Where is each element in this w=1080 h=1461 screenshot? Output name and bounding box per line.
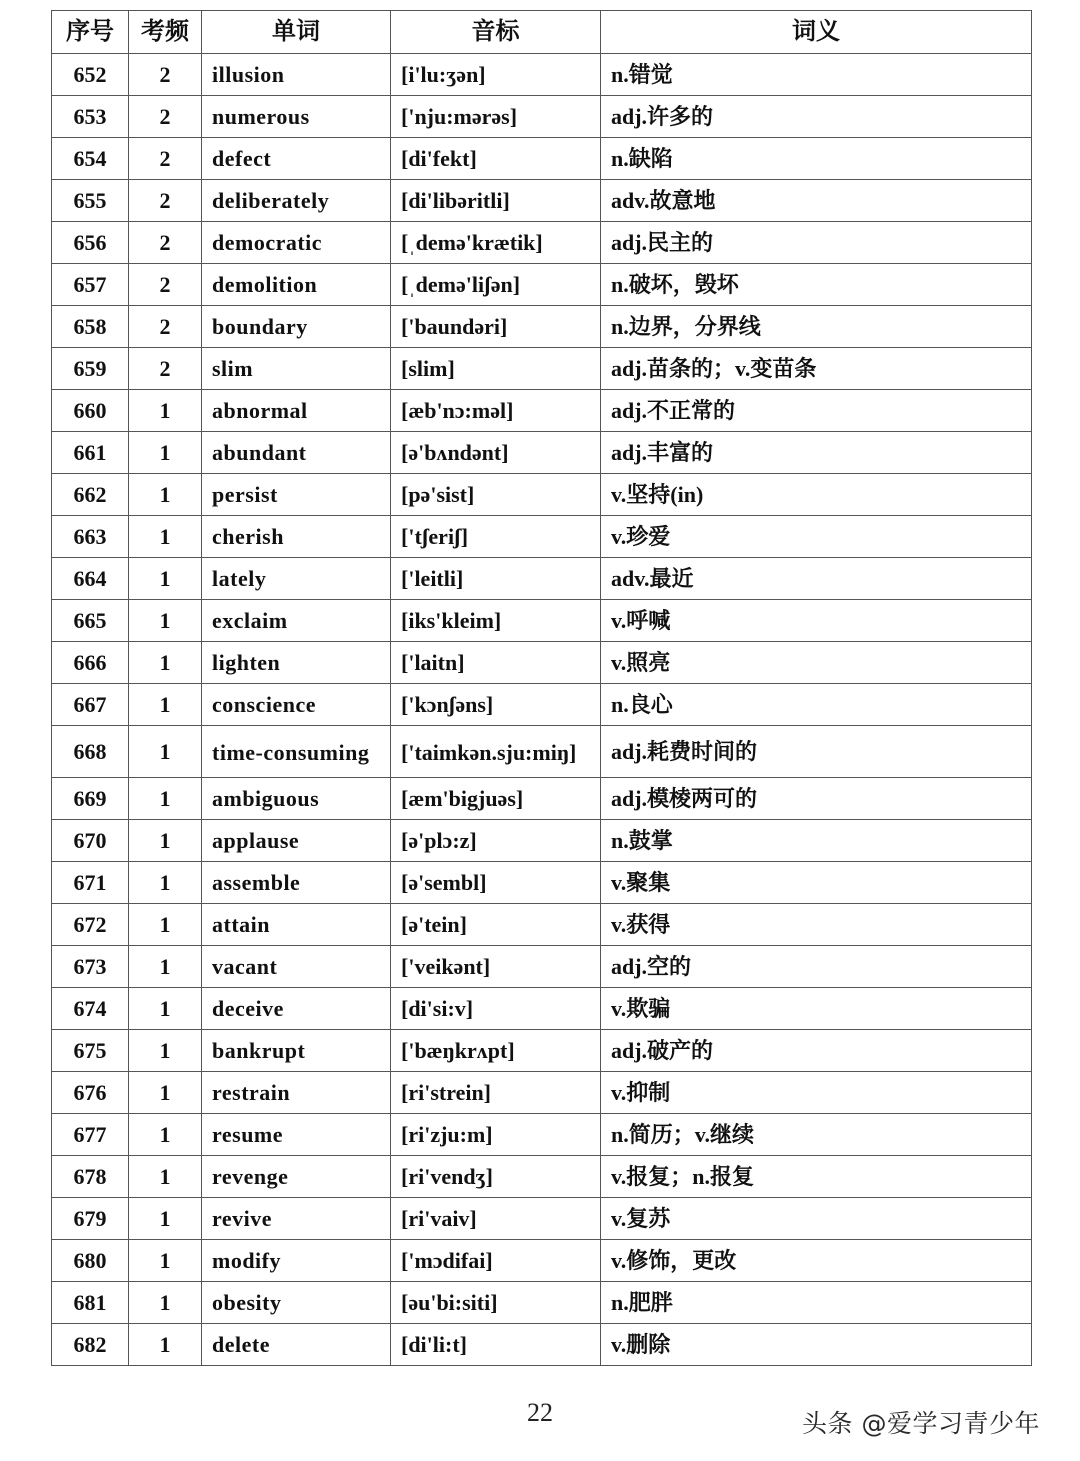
cell-phonetic: [slim] <box>391 348 601 390</box>
cell-meaning: adj.苗条的；v.变苗条 <box>601 348 1032 390</box>
table-row <box>52 432 1032 474</box>
cell-frequency: 1 <box>129 684 202 726</box>
cell-frequency: 1 <box>129 946 202 988</box>
table-row <box>52 1072 1032 1114</box>
cell-frequency: 1 <box>129 390 202 432</box>
cell-meaning: adj.丰富的 <box>601 432 1032 474</box>
table-row <box>52 1114 1032 1156</box>
cell-phonetic: [ə'bʌndənt] <box>391 432 601 474</box>
table-row <box>52 778 1032 820</box>
cell-meaning: v.欺骗 <box>601 988 1032 1030</box>
cell-meaning: n.边界，分界线 <box>601 306 1032 348</box>
cell-phonetic: ['taimkən.sju:miŋ] <box>391 726 601 778</box>
cell-index: 680 <box>52 1240 129 1282</box>
cell-word: deceive <box>202 988 391 1030</box>
cell-index: 674 <box>52 988 129 1030</box>
cell-word: delete <box>202 1324 391 1366</box>
cell-phonetic: [ri'strein] <box>391 1072 601 1114</box>
cell-word: exclaim <box>202 600 391 642</box>
cell-phonetic: [əu'bi:siti] <box>391 1282 601 1324</box>
cell-phonetic: ['mɔdifai] <box>391 1240 601 1282</box>
cell-meaning: n.良心 <box>601 684 1032 726</box>
page-number: 22 <box>527 1398 553 1427</box>
cell-frequency: 2 <box>129 138 202 180</box>
cell-phonetic: [ˌdemə'liʃən] <box>391 264 601 306</box>
cell-index: 671 <box>52 862 129 904</box>
cell-meaning: adv.故意地 <box>601 180 1032 222</box>
cell-meaning: n.肥胖 <box>601 1282 1032 1324</box>
cell-index: 677 <box>52 1114 129 1156</box>
cell-index: 676 <box>52 1072 129 1114</box>
cell-meaning: v.获得 <box>601 904 1032 946</box>
cell-meaning: adj.模棱两可的 <box>601 778 1032 820</box>
cell-phonetic: ['bæŋkrʌpt] <box>391 1030 601 1072</box>
cell-index: 682 <box>52 1324 129 1366</box>
table-row <box>52 222 1032 264</box>
cell-word: ambiguous <box>202 778 391 820</box>
cell-phonetic: [ə'tein] <box>391 904 601 946</box>
cell-phonetic: [di'fekt] <box>391 138 601 180</box>
cell-index: 670 <box>52 820 129 862</box>
cell-meaning: v.删除 <box>601 1324 1032 1366</box>
cell-word: restrain <box>202 1072 391 1114</box>
cell-frequency: 1 <box>129 642 202 684</box>
cell-phonetic: [ri'vendʒ] <box>391 1156 601 1198</box>
cell-frequency: 1 <box>129 726 202 778</box>
header-phonetic: 音标 <box>391 11 601 54</box>
cell-meaning: v.珍爱 <box>601 516 1032 558</box>
cell-meaning: v.呼喊 <box>601 600 1032 642</box>
cell-frequency: 1 <box>129 820 202 862</box>
cell-frequency: 2 <box>129 348 202 390</box>
cell-meaning: v.报复；n.报复 <box>601 1156 1032 1198</box>
cell-phonetic: [ri'zju:m] <box>391 1114 601 1156</box>
cell-word: slim <box>202 348 391 390</box>
table-row <box>52 1156 1032 1198</box>
cell-word: defect <box>202 138 391 180</box>
cell-frequency: 1 <box>129 1282 202 1324</box>
cell-frequency: 2 <box>129 264 202 306</box>
cell-frequency: 1 <box>129 1030 202 1072</box>
watermark: 头条 @爱学习青少年 <box>802 1409 1040 1438</box>
cell-index: 678 <box>52 1156 129 1198</box>
cell-meaning: adj.许多的 <box>601 96 1032 138</box>
table-row <box>52 474 1032 516</box>
cell-word: resume <box>202 1114 391 1156</box>
table-row <box>52 348 1032 390</box>
cell-meaning: v.复苏 <box>601 1198 1032 1240</box>
cell-phonetic: [i'lu:ʒən] <box>391 54 601 96</box>
cell-meaning: n.简历；v.继续 <box>601 1114 1032 1156</box>
cell-word: conscience <box>202 684 391 726</box>
cell-phonetic: [pə'sist] <box>391 474 601 516</box>
cell-word: applause <box>202 820 391 862</box>
cell-index: 681 <box>52 1282 129 1324</box>
table-row <box>52 306 1032 348</box>
cell-frequency: 1 <box>129 862 202 904</box>
header-frequency: 考频 <box>129 11 202 54</box>
cell-phonetic: [ri'vaiv] <box>391 1198 601 1240</box>
cell-word: cherish <box>202 516 391 558</box>
cell-frequency: 1 <box>129 1324 202 1366</box>
cell-frequency: 1 <box>129 474 202 516</box>
cell-index: 661 <box>52 432 129 474</box>
cell-index: 673 <box>52 946 129 988</box>
table-row <box>52 1282 1032 1324</box>
cell-index: 655 <box>52 180 129 222</box>
cell-phonetic: [ə'sembl] <box>391 862 601 904</box>
table-row <box>52 180 1032 222</box>
table-row <box>52 600 1032 642</box>
cell-phonetic: [di'li:t] <box>391 1324 601 1366</box>
table-row <box>52 390 1032 432</box>
cell-word: bankrupt <box>202 1030 391 1072</box>
cell-meaning: adj.不正常的 <box>601 390 1032 432</box>
cell-frequency: 2 <box>129 222 202 264</box>
cell-word: obesity <box>202 1282 391 1324</box>
cell-meaning: n.错觉 <box>601 54 1032 96</box>
table-row <box>52 904 1032 946</box>
cell-meaning: v.坚持(in) <box>601 474 1032 516</box>
cell-phonetic: [æb'nɔ:məl] <box>391 390 601 432</box>
cell-phonetic: ['laitn] <box>391 642 601 684</box>
cell-meaning: adj.民主的 <box>601 222 1032 264</box>
cell-frequency: 2 <box>129 306 202 348</box>
cell-index: 668 <box>52 726 129 778</box>
cell-frequency: 1 <box>129 904 202 946</box>
cell-frequency: 1 <box>129 516 202 558</box>
cell-word: abnormal <box>202 390 391 432</box>
cell-meaning: v.修饰，更改 <box>601 1240 1032 1282</box>
cell-frequency: 1 <box>129 1114 202 1156</box>
cell-index: 654 <box>52 138 129 180</box>
cell-meaning: v.照亮 <box>601 642 1032 684</box>
cell-frequency: 1 <box>129 432 202 474</box>
table-row <box>52 820 1032 862</box>
cell-word: abundant <box>202 432 391 474</box>
cell-meaning: adv.最近 <box>601 558 1032 600</box>
cell-phonetic: ['veikənt] <box>391 946 601 988</box>
cell-index: 652 <box>52 54 129 96</box>
cell-phonetic: ['tʃeriʃ] <box>391 516 601 558</box>
table-row <box>52 684 1032 726</box>
header-meaning: 词义 <box>601 11 1032 54</box>
cell-phonetic: [di'libəritli] <box>391 180 601 222</box>
table-row <box>52 726 1032 778</box>
cell-meaning: n.破坏，毁坏 <box>601 264 1032 306</box>
cell-word: revive <box>202 1198 391 1240</box>
cell-word: assemble <box>202 862 391 904</box>
cell-frequency: 1 <box>129 778 202 820</box>
vocabulary-table <box>51 10 1032 1366</box>
cell-index: 672 <box>52 904 129 946</box>
cell-word: lighten <box>202 642 391 684</box>
cell-phonetic: ['kɔnʃəns] <box>391 684 601 726</box>
table-row <box>52 558 1032 600</box>
cell-phonetic: [iks'kleim] <box>391 600 601 642</box>
cell-word: deliberately <box>202 180 391 222</box>
cell-index: 663 <box>52 516 129 558</box>
cell-index: 665 <box>52 600 129 642</box>
cell-index: 679 <box>52 1198 129 1240</box>
cell-meaning: v.抑制 <box>601 1072 1032 1114</box>
cell-word: illusion <box>202 54 391 96</box>
cell-phonetic: [ˌdemə'krætik] <box>391 222 601 264</box>
cell-word: revenge <box>202 1156 391 1198</box>
cell-word: lately <box>202 558 391 600</box>
cell-index: 664 <box>52 558 129 600</box>
cell-index: 669 <box>52 778 129 820</box>
cell-word: time-consuming <box>202 726 391 778</box>
cell-meaning: adj.空的 <box>601 946 1032 988</box>
cell-word: persist <box>202 474 391 516</box>
cell-index: 659 <box>52 348 129 390</box>
cell-index: 657 <box>52 264 129 306</box>
table-row <box>52 54 1032 96</box>
cell-frequency: 2 <box>129 96 202 138</box>
cell-index: 662 <box>52 474 129 516</box>
table-row <box>52 1240 1032 1282</box>
cell-meaning: n.鼓掌 <box>601 820 1032 862</box>
cell-frequency: 1 <box>129 1072 202 1114</box>
cell-index: 658 <box>52 306 129 348</box>
cell-frequency: 1 <box>129 1198 202 1240</box>
cell-phonetic: ['nju:mərəs] <box>391 96 601 138</box>
table-row <box>52 1324 1032 1366</box>
table-row <box>52 1198 1032 1240</box>
cell-word: democratic <box>202 222 391 264</box>
cell-index: 653 <box>52 96 129 138</box>
cell-index: 656 <box>52 222 129 264</box>
cell-word: numerous <box>202 96 391 138</box>
table-row <box>52 516 1032 558</box>
table-row <box>52 96 1032 138</box>
header-index: 序号 <box>52 11 129 54</box>
cell-frequency: 1 <box>129 558 202 600</box>
cell-phonetic: [di'si:v] <box>391 988 601 1030</box>
cell-meaning: v.聚集 <box>601 862 1032 904</box>
table-row <box>52 988 1032 1030</box>
cell-frequency: 1 <box>129 1156 202 1198</box>
cell-index: 667 <box>52 684 129 726</box>
cell-phonetic: [æm'bigjuəs] <box>391 778 601 820</box>
cell-index: 660 <box>52 390 129 432</box>
cell-phonetic: ['leitli] <box>391 558 601 600</box>
cell-word: vacant <box>202 946 391 988</box>
cell-word: boundary <box>202 306 391 348</box>
table-row <box>52 1030 1032 1072</box>
table-header-row <box>52 11 1032 54</box>
table-row <box>52 264 1032 306</box>
cell-frequency: 2 <box>129 180 202 222</box>
cell-word: modify <box>202 1240 391 1282</box>
cell-meaning: adj.耗费时间的 <box>601 726 1032 778</box>
cell-frequency: 1 <box>129 1240 202 1282</box>
cell-frequency: 1 <box>129 988 202 1030</box>
table-row <box>52 946 1032 988</box>
cell-index: 666 <box>52 642 129 684</box>
cell-phonetic: ['baundəri] <box>391 306 601 348</box>
header-word: 单词 <box>202 11 391 54</box>
cell-frequency: 1 <box>129 600 202 642</box>
cell-frequency: 2 <box>129 54 202 96</box>
cell-meaning: n.缺陷 <box>601 138 1032 180</box>
cell-index: 675 <box>52 1030 129 1072</box>
cell-phonetic: [ə'plɔ:z] <box>391 820 601 862</box>
table-row <box>52 138 1032 180</box>
table-row <box>52 642 1032 684</box>
cell-word: attain <box>202 904 391 946</box>
cell-meaning: adj.破产的 <box>601 1030 1032 1072</box>
cell-word: demolition <box>202 264 391 306</box>
table-row <box>52 862 1032 904</box>
